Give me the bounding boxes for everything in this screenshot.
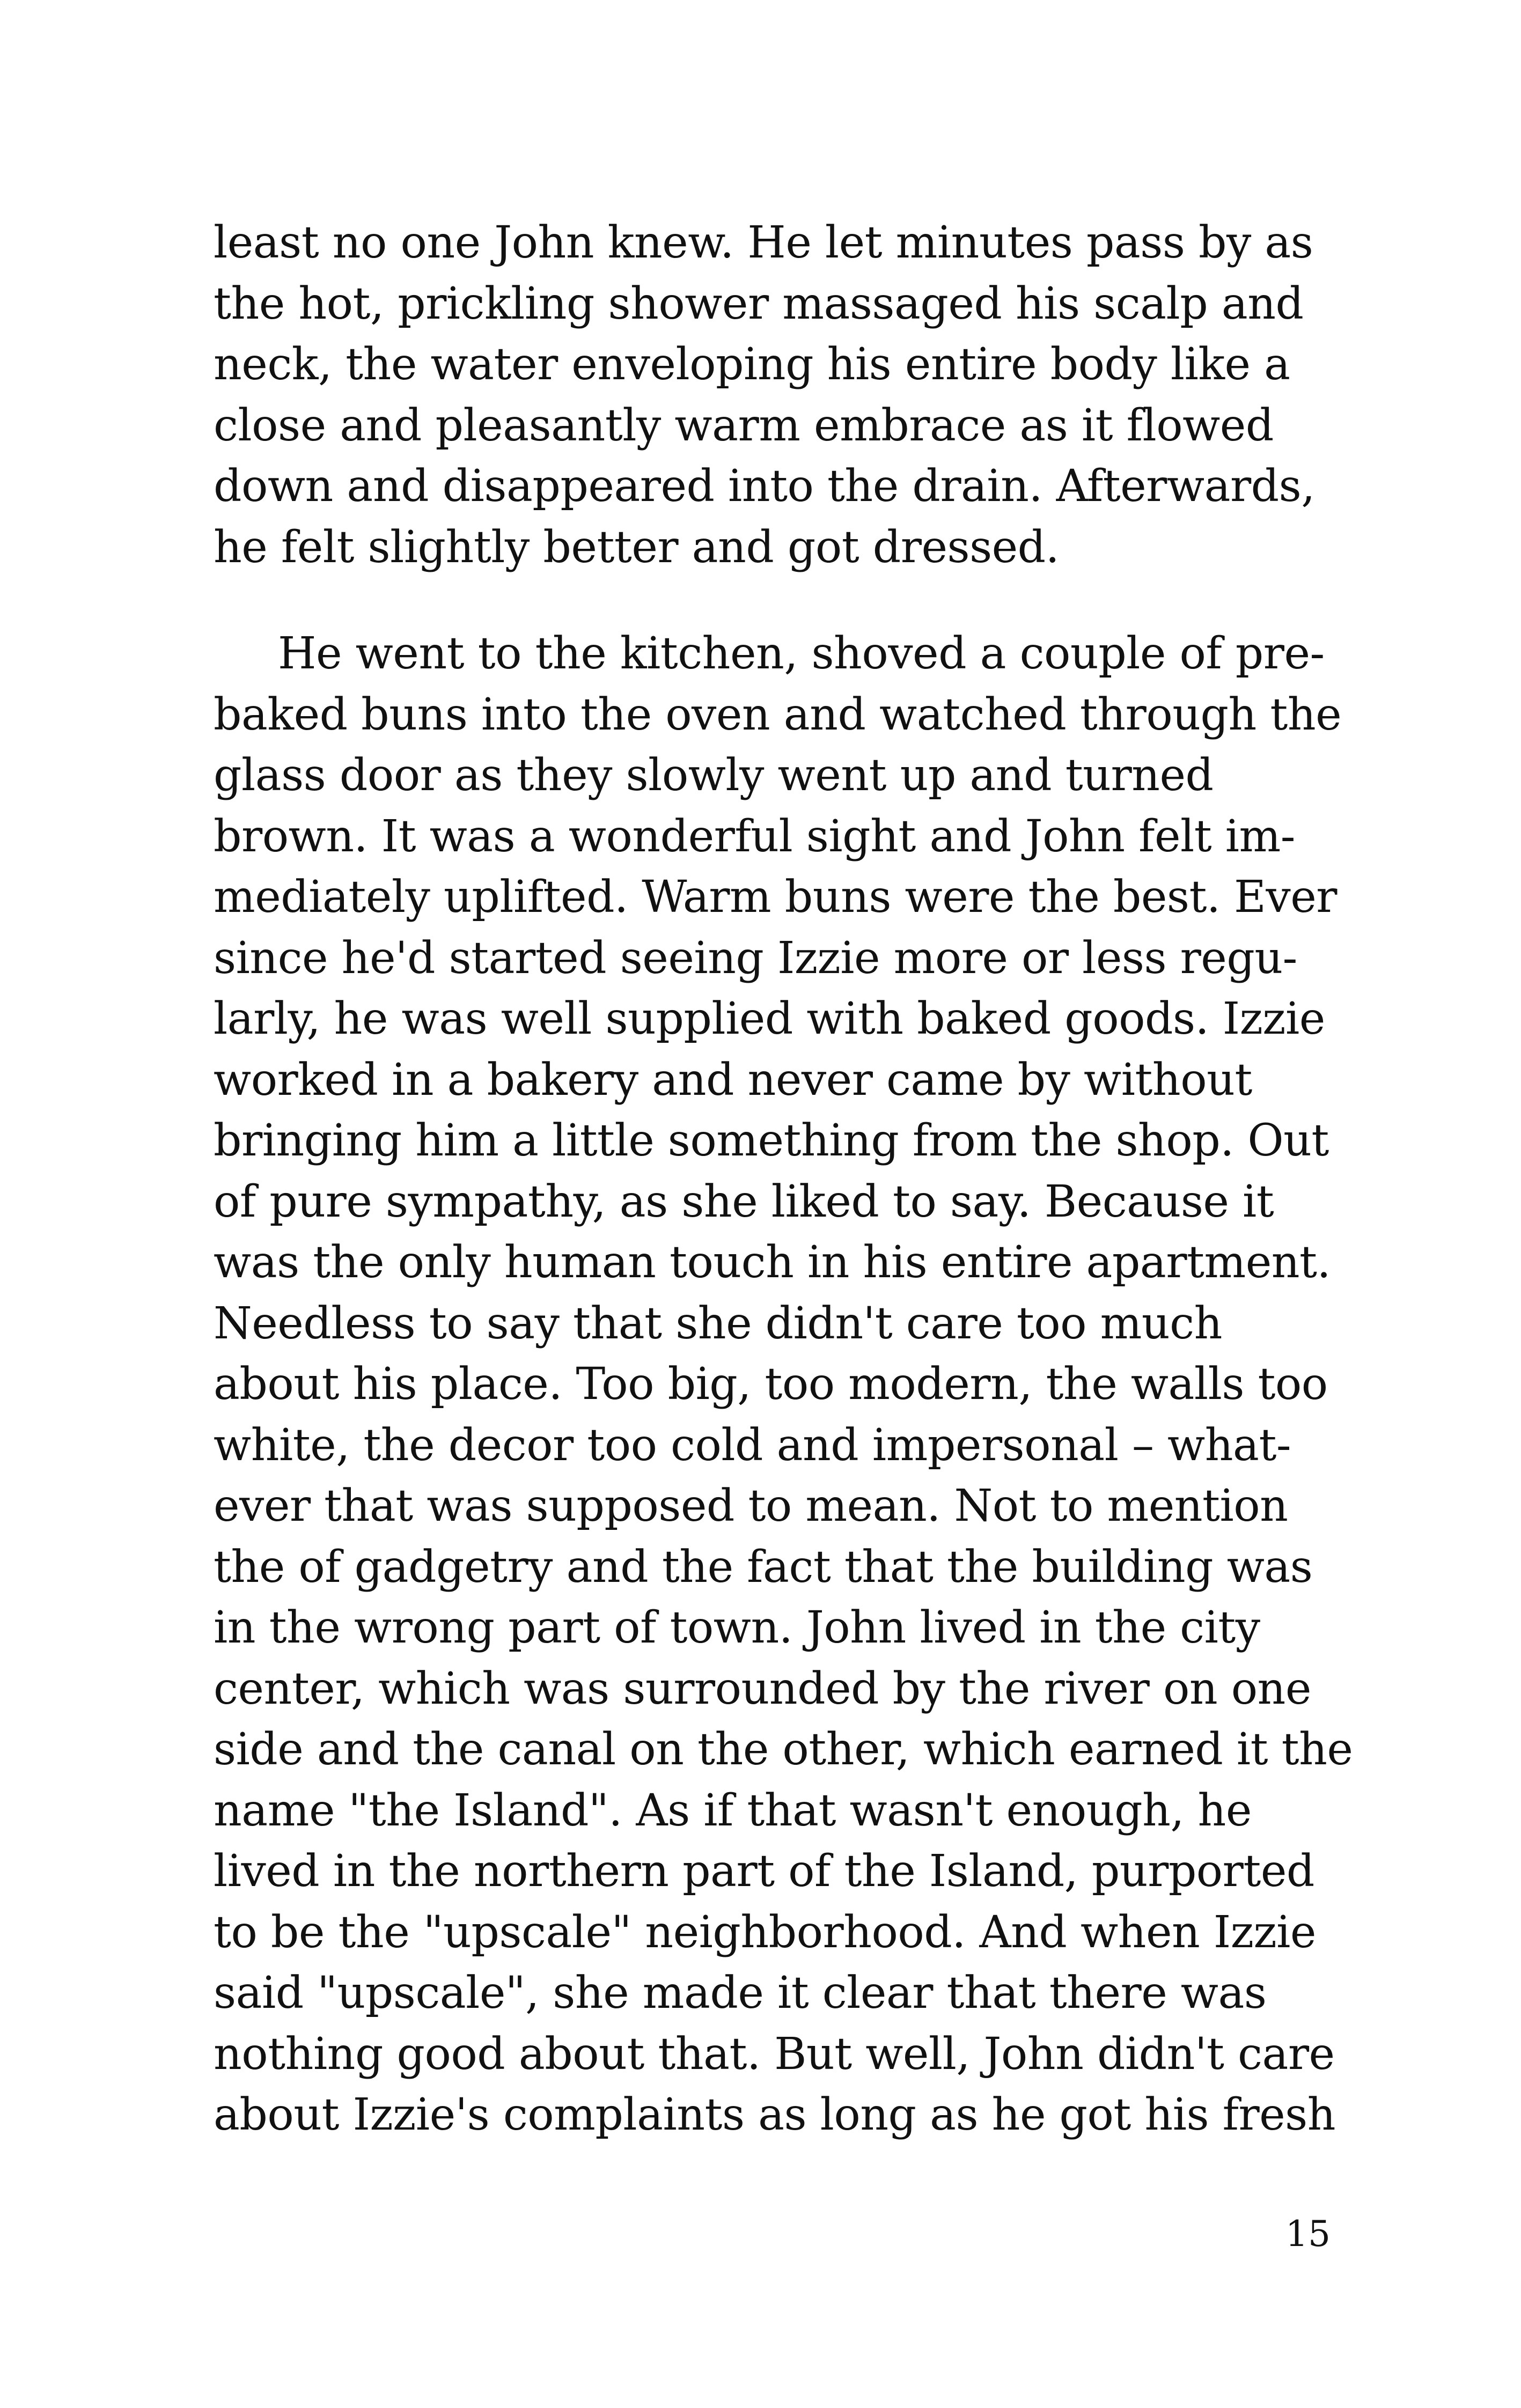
text-line: close and pleasantly warm embrace as it flowed	[214, 400, 1274, 451]
text-line: about his place. Too big, too modern, the walls too	[214, 1359, 1328, 1410]
text-line: neck, the water enveloping his entire body like a	[214, 339, 1290, 390]
text-line: side and the canal on the other, which earned it the	[214, 1724, 1353, 1775]
text-line: least no one John knew. He let minutes pass by as	[214, 217, 1313, 268]
text-line: he felt slightly better and got dressed.	[214, 521, 1060, 573]
text-line: baked buns into the oven and watched through the	[214, 689, 1342, 740]
text-line: bringing him a little something from the shop. Out	[214, 1115, 1329, 1166]
text-line: was the only human touch in his entire apartment.	[214, 1237, 1331, 1288]
text-line: center, which was surrounded by the river on one	[214, 1663, 1311, 1714]
text-line: in the wrong part of town. John lived in the city	[214, 1602, 1260, 1653]
text-line: to be the "upscale" neighborhood. And when Izzie	[214, 1906, 1316, 1958]
text-line: ever that was supposed to mean. Not to mention	[214, 1481, 1288, 1531]
body-text	[214, 212, 1353, 2146]
text-line: brown. It was a wonderful sight and John felt im-	[214, 811, 1295, 862]
text-line: lived in the northern part of the Island, purported	[214, 1846, 1314, 1897]
text-line: down and disappeared into the drain. Afterwards,	[214, 461, 1315, 512]
paragraph-2	[214, 623, 1353, 2146]
text-line: the of gadgetry and the fact that the building was	[214, 1541, 1313, 1593]
text-line: glass door as they slowly went up and turned	[214, 750, 1214, 801]
text-line: He went to the kitchen, shoved a couple of pre-	[278, 628, 1325, 679]
text-line: nothing good about that. But well, John didn't care	[214, 2028, 1335, 2080]
text-line: since he'd started seeing Izzie more or less regu-	[214, 932, 1297, 984]
text-line: mediately uplifted. Warm buns were the best. Ever	[214, 872, 1337, 923]
text-line: of pure sympathy, as she liked to say. Because it	[214, 1176, 1274, 1227]
page-number: 15	[1285, 2213, 1331, 2255]
text-line: worked in a bakery and never came by without	[214, 1054, 1252, 1106]
text-line: white, the decor too cold and impersonal – what-	[214, 1419, 1291, 1471]
text-line: about Izzie's complaints as long as he got his fresh	[214, 2089, 1336, 2140]
text-line: larly, he was well supplied with baked goods. Izzie	[214, 993, 1325, 1044]
text-line: said "upscale", she made it clear that there was	[214, 1968, 1267, 2019]
paragraph-spacing	[214, 578, 1329, 623]
text-line: the hot, prickling shower massaged his scalp and	[214, 278, 1304, 329]
text-line: Needless to say that she didn't care too much	[214, 1298, 1222, 1349]
paragraph-1	[214, 212, 1329, 578]
text-line: name "the Island". As if that wasn't enough, he	[214, 1785, 1252, 1836]
